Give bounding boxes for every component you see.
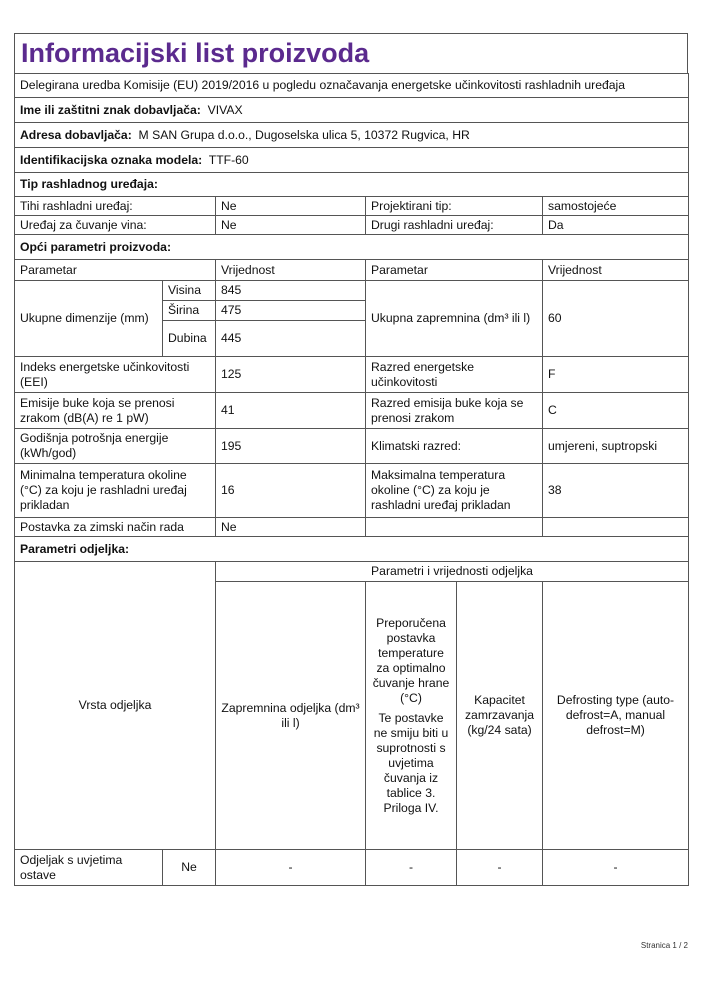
param-value: C xyxy=(543,393,689,429)
table-row xyxy=(15,197,689,216)
param-name: Klimatski razred: xyxy=(366,429,543,464)
total-volume-value: 60 xyxy=(543,281,689,357)
column-header: Parametar xyxy=(15,260,216,281)
param-name: Emisije buke koja se prenosi zrakom (dB(A) re 1 pW) xyxy=(15,393,216,429)
table-row xyxy=(15,357,689,393)
dimensions-label: Ukupne dimenzije (mm) xyxy=(15,281,163,357)
table-row xyxy=(15,518,689,537)
param-name: Maksimalna temperatura okoline (°C) za koju je rashladni uređaj prikladan xyxy=(366,464,543,518)
address-label: Adresa dobavljača: xyxy=(20,127,132,142)
supplier-value: VIVAX xyxy=(207,102,243,117)
width-value: 475 xyxy=(216,301,366,321)
table-header-row xyxy=(15,260,689,281)
param-name: Godišnja potrošnja energije (kWh/god) xyxy=(15,429,216,464)
compartment-section-heading: Parametri odjeljka: xyxy=(15,537,689,562)
compartment-header-row xyxy=(15,562,689,582)
supplier-row xyxy=(15,98,689,123)
param-name: Razred emisija buke koja se prenosi zrakom xyxy=(366,393,543,429)
freezing-capacity-header: Kapacitet zamrzavanja (kg/24 sata) xyxy=(457,582,543,850)
param-value: samostojeće xyxy=(543,197,689,216)
table-row xyxy=(15,429,689,464)
recommended-temperature-header xyxy=(366,582,457,850)
param-name: Minimalna temperatura okoline (°C) za koju je rashladni uređaj prikladan xyxy=(15,464,216,518)
param-value: Ne xyxy=(216,197,366,216)
dimensions-row xyxy=(15,281,689,301)
column-header: Vrijednost xyxy=(216,260,366,281)
param-value: 125 xyxy=(216,357,366,393)
param-value: 195 xyxy=(216,429,366,464)
model-row xyxy=(15,148,689,173)
param-value: umjereni, suptropski xyxy=(543,429,689,464)
compartment-params-header: Parametri i vrijednosti odjeljka xyxy=(216,562,689,582)
address-value: M SAN Grupa d.o.o., Dugoselska ulica 5, 10372 Rugvica, HR xyxy=(138,127,470,142)
compartment-type-header: Vrsta odjeljka xyxy=(15,562,216,850)
type-section-heading: Tip rashladnog uređaja: xyxy=(15,173,689,197)
param-value xyxy=(543,518,689,537)
param-value: 38 xyxy=(543,464,689,518)
width-label: Širina xyxy=(163,301,216,321)
model-label: Identifikacijska oznaka modela: xyxy=(20,152,203,167)
height-label: Visina xyxy=(163,281,216,301)
table-row xyxy=(15,464,689,518)
height-value: 845 xyxy=(216,281,366,301)
supplier-label: Ime ili zaštitni znak dobavljača: xyxy=(20,102,201,117)
compartment-defrost: - xyxy=(543,850,689,886)
model-value: TTF-60 xyxy=(208,152,249,167)
param-value: Ne xyxy=(216,216,366,235)
address-row xyxy=(15,123,689,148)
param-value: 16 xyxy=(216,464,366,518)
column-header: Parametar xyxy=(366,260,543,281)
recommended-temperature-text: Preporučena postavka temperature za optimalno čuvanje hrane (°C) xyxy=(372,615,450,705)
param-value: Da xyxy=(543,216,689,235)
table-row xyxy=(15,393,689,429)
compartment-name: Odjeljak s uvjetima ostave xyxy=(15,850,163,886)
temperature-note-text: Te postavke ne smiju biti u suprotnosti s uvjetima čuvanja iz tablice 3. Priloga IV. xyxy=(373,710,449,815)
compartment-temperature: - xyxy=(366,850,457,886)
general-section-heading: Opći parametri proizvoda: xyxy=(15,235,689,260)
depth-label: Dubina xyxy=(163,321,216,357)
param-name: Razred energetske učinkovitosti xyxy=(366,357,543,393)
info-table xyxy=(14,73,689,886)
param-name: Postavka za zimski način rada xyxy=(15,518,216,537)
regulation-text: Delegirana uredba Komisije (EU) 2019/2016 u pogledu označavanja energetske učinkovitosti rashladnih uređaja xyxy=(15,74,689,98)
compartment-present: Ne xyxy=(163,850,216,886)
total-volume-label: Ukupna zapremnina (dm³ ili l) xyxy=(366,281,543,357)
column-header: Vrijednost xyxy=(543,260,689,281)
defrosting-type-header: Defrosting type (auto-defrost=A, manual defrost=M) xyxy=(543,582,689,850)
compartment-volume-header: Zapremnina odjeljka (dm³ ili l) xyxy=(216,582,366,850)
depth-value: 445 xyxy=(216,321,366,357)
compartment-row xyxy=(15,850,689,886)
param-value: F xyxy=(543,357,689,393)
param-name: Projektirani tip: xyxy=(366,197,543,216)
table-row xyxy=(15,216,689,235)
compartment-volume: - xyxy=(216,850,366,886)
param-value: Ne xyxy=(216,518,366,537)
product-information-sheet xyxy=(14,33,688,886)
param-name: Drugi rashladni uređaj: xyxy=(366,216,543,235)
param-name: Tihi rashladni uređaj: xyxy=(15,197,216,216)
page-title: Informacijski list proizvoda xyxy=(14,33,688,73)
param-name xyxy=(366,518,543,537)
param-name: Indeks energetske učinkovitosti (EEI) xyxy=(15,357,216,393)
param-name: Uređaj za čuvanje vina: xyxy=(15,216,216,235)
compartment-freezing: - xyxy=(457,850,543,886)
page-number: Stranica 1 / 2 xyxy=(640,941,688,950)
param-value: 41 xyxy=(216,393,366,429)
